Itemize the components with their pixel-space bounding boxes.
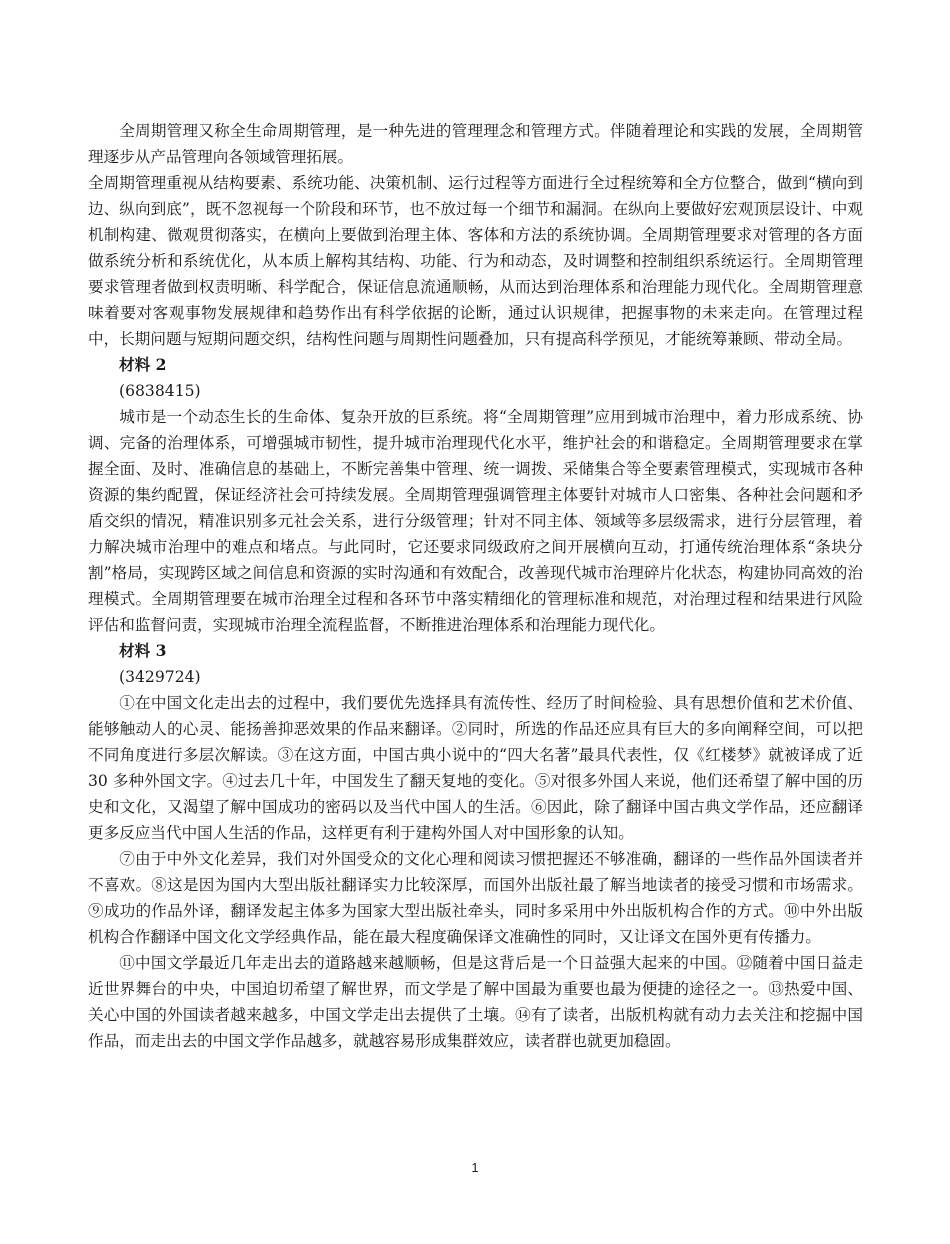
material3-paragraph-1: ①在中国文化走出去的过程中，我们要优先选择具有流传性、经历了时间检验、具有思想价值和艺术价值、能够触动人的心灵、能扬善抑恶效果的作品来翻译。②同时，所选的作品还应具有巨大的多向阐释空间，可以把不同角度进行多层次解读。③在这方面，中国古典小说中的“四大名著”最具代表性，仅《红楼梦》就被译成了近 30 多种外国文字。④过去几十年，中国发生了翻天复地的变化。⑤对很多外国人来说，他们还希望了解中国的历史和文化，又渴望了解中国成功的密码以及当代中国人的生活。⑥因此，除了翻译中国古典文学作品，还应翻译更多反应当代中国人生活的作品，这样更有利于建构外国人对中国形象的认知。 xyxy=(88,694,863,842)
material3-paragraph-2: ⑦由于中外文化差异，我们对外国受众的文化心理和阅读习惯把握还不够准确，翻译的一些作品外国读者并不喜欢。⑧这是因为国内大型出版社翻译实力比较深厚，而国外出版社最了解当地读者的接受习惯和市场需求。⑨成功的作品外译，翻译发起主体多为国家大型出版社牵头，同时多采用中外出版机构合作的方式。⑩中外出版机构合作翻译中国文化文学经典作品，能在最大程度确保译文准确性的同时，又让译文在国外更有传播力。 xyxy=(88,850,863,946)
material3-code: (3429724) xyxy=(119,668,201,686)
material2-label: 材料 2 xyxy=(119,355,167,374)
material1-paragraph-1: 全周期管理又称全生命周期管理，是一种先进的管理理念和管理方式。伴随着理论和实践的发展，全周期管理逐步从产品管理向各领域管理拓展。 xyxy=(88,122,863,166)
material2-paragraph-1: 城市是一个动态生长的生命体、复杂开放的巨系统。将“全周期管理”应用到城市治理中，着力形成系统、协调、完备的治理体系，可增强城市韧性，提升城市治理现代化水平，维护社会的和谐稳定。全周期管理要求在掌握全面、及时、准确信息的基础上，不断完善集中管理、统一调拨、采储集合等全要素管理模式，实现城市各种资源的集约配置，保证经济社会可持续发展。全周期管理强调管理主体要针对城市人口密集、各种社会问题和矛盾交织的情况，精准识别多元社会关系，进行分级管理；针对不同主体、领域等多层级需求，进行分层管理，着力解决城市治理中的难点和堵点。与此同时，它还要求同级政府之间开展横向互动，打通传统治理体系“条块分割”格局，实现跨区域之间信息和资源的实时沟通和有效配合，改善现代城市治理碎片化状态，构建协同高效的治理模式。全周期管理要在城市治理全过程和各环节中落实精细化的管理标准和规范，对治理过程和结果进行风险评估和监督问责，实现城市治理全流程监督，不断推进治理体系和治理能力现代化。 xyxy=(88,408,863,634)
material3-paragraph-3: ⑪中国文学最近几年走出去的道路越来越顺畅，但是这背后是一个日益强大起来的中国。⑫随着中国日益走近世界舞台的中央，中国迫切希望了解世界，而文学是了解中国最为重要也最为便捷的途径之一。⑬热爱中国、关心中国的外国读者越来越多，中国文学走出去提供了土壤。⑭有了读者，出版机构就有动力去关注和挖掘中国作品，而走出去的中国文学作品越多，就越容易形成集群效应，读者群也就更加稳固。 xyxy=(88,954,863,1050)
material1-paragraph-2: 全周期管理重视从结构要素、系统功能、决策机制、运行过程等方面进行全过程统筹和全方位整合，做到“横向到边、纵向到底”，既不忽视每一个阶段和环节，也不放过每一个细节和漏洞。在纵向上要做好宏观顶层设计、中观机制构建、微观贯彻落实，在横向上要做到治理主体、客体和方法的系统协调。全周期管理要求对管理的各方面做系统分析和系统优化，从本质上解构其结构、功能、行为和动态，及时调整和控制组织系统运行。全周期管理要求管理者做到权责明晰、科学配合，保证信息流通顺畅，从而达到治理体系和治理能力现代化。全周期管理意味着要对客观事物发展规律和趋势作出有科学依据的论断，通过认识规律，把握事物的未来走向。在管理过程中，长期问题与短期问题交织，结构性问题与周期性问题叠加，只有提高科学预见，才能统筹兼顾、带动全局。 xyxy=(88,174,863,348)
page-number: 1 xyxy=(471,1160,479,1175)
document-body xyxy=(88,118,863,1054)
material3-label: 材料 3 xyxy=(119,641,167,660)
material2-code: (6838415) xyxy=(119,382,201,400)
